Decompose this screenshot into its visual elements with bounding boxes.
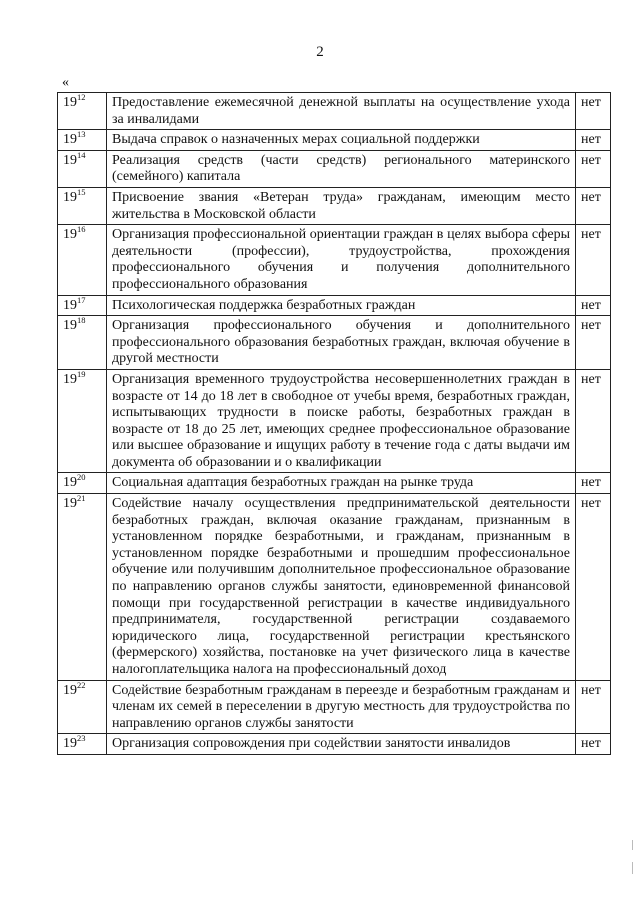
row-number-base: 19 [63, 475, 77, 491]
table-row [58, 680, 611, 734]
table-row [58, 369, 611, 473]
row-number [58, 734, 107, 755]
service-status: нет [576, 680, 611, 734]
service-description: Организация сопровождения при содействии занятости инвалидов [107, 734, 576, 755]
row-number [58, 473, 107, 494]
row-number-base: 19 [63, 682, 77, 698]
row-number [58, 187, 107, 224]
row-number [58, 130, 107, 151]
service-description: Присвоение звания «Ветеран труда» гражданам, имеющим место жительства в Московской области [107, 187, 576, 224]
row-number-superscript: 18 [77, 315, 86, 326]
table-row [58, 734, 611, 755]
service-status: нет [576, 93, 611, 130]
service-description: Организация профессионального обучения и дополнительного профессионального образования безработных граждан, включая обучение в другой местности [107, 316, 576, 370]
row-number-superscript: 13 [77, 129, 86, 140]
row-number-base: 19 [63, 318, 77, 334]
row-number-superscript: 12 [77, 92, 86, 102]
table-row [58, 187, 611, 224]
row-number-base: 19 [63, 496, 77, 512]
service-status: нет [576, 734, 611, 755]
row-number-superscript: 15 [77, 186, 86, 197]
services-table-body [58, 93, 611, 755]
row-number-superscript: 17 [77, 294, 86, 305]
row-number-base: 19 [63, 132, 77, 148]
row-number [58, 295, 107, 316]
row-number [58, 225, 107, 295]
row-number-base: 19 [63, 152, 77, 168]
opening-quote: « [62, 75, 69, 90]
service-status: нет [576, 473, 611, 494]
table-row [58, 150, 611, 187]
table-row [58, 494, 611, 681]
service-description: Социальная адаптация безработных граждан на рынке труда [107, 473, 576, 494]
table-row [58, 225, 611, 295]
row-number-superscript: 16 [77, 224, 86, 235]
row-number-superscript: 23 [77, 733, 86, 744]
row-number-base: 19 [63, 189, 77, 205]
service-status: нет [576, 494, 611, 681]
row-number [58, 369, 107, 473]
scan-edge-mark [632, 840, 633, 850]
row-number [58, 150, 107, 187]
service-status: нет [576, 225, 611, 295]
service-description: Организация профессиональной ориентации граждан в целях выбора сферы деятельности (профессии), трудоустройства, прохождения профессионального обучения и получения дополнительного профессионального образования [107, 225, 576, 295]
table-row [58, 316, 611, 370]
row-number-base: 19 [63, 227, 77, 243]
service-description: Организация временного трудоустройства несовершеннолетних граждан в возрасте от 14 до 18 лет в свободное от учебы время, безработных граждан, испытывающих трудности в поиске работы, безработных граждан в возрасте от 18 до 25 лет, имеющих среднее профессиональное образование или высшее образование и ищущих работу в течение года с даты выдачи им документа об образовании и о квалификации [107, 369, 576, 473]
services-table [57, 92, 611, 755]
row-number-superscript: 20 [77, 472, 86, 483]
table-row [58, 130, 611, 151]
service-description: Содействие безработным гражданам в переезде и безработным гражданам и членам их семей в переселении в другую местность для трудоустройства по направлению органов службы занятости [107, 680, 576, 734]
row-number [58, 93, 107, 130]
service-description: Предоставление ежемесячной денежной выплаты на осуществление ухода за инвалидами [107, 93, 576, 130]
service-description: Содействие началу осуществления предпринимательской деятельности безработных граждан, включая оказание гражданам, признанным в установленном порядке безработными, и гражданам, признанным в установленном порядке безработными и прошедшим профессиональное обучение или получившим дополнительное профессиональное образование по направлению органов службы занятости, единовременной финансовой помощи при государственной регистрации в качестве индивидуального предпринимателя, государственной регистрации создаваемого юридического лица, государственной регистрации крестьянского (фермерского) хозяйства, постановке на учет физического лица в качестве налогоплательщика налога на профессиональный доход [107, 494, 576, 681]
service-status: нет [576, 187, 611, 224]
table-row [58, 295, 611, 316]
service-status: нет [576, 369, 611, 473]
table-row [58, 473, 611, 494]
row-number [58, 494, 107, 681]
service-status: нет [576, 316, 611, 370]
row-number-superscript: 19 [77, 368, 86, 379]
service-description: Психологическая поддержка безработных граждан [107, 295, 576, 316]
table-row [58, 93, 611, 130]
row-number-base: 19 [63, 371, 77, 387]
service-status: нет [576, 150, 611, 187]
scan-edge-mark [632, 862, 633, 874]
row-number-base: 19 [63, 95, 77, 110]
page-number: 2 [316, 44, 324, 60]
row-number-superscript: 14 [77, 149, 86, 160]
service-status: нет [576, 295, 611, 316]
row-number-base: 19 [63, 297, 77, 313]
row-number-superscript: 21 [77, 493, 86, 504]
row-number [58, 680, 107, 734]
service-description: Реализация средств (части средств) регионального материнского (семейного) капитала [107, 150, 576, 187]
service-description: Выдача справок о назначенных мерах социальной поддержки [107, 130, 576, 151]
row-number-superscript: 22 [77, 679, 86, 690]
row-number [58, 316, 107, 370]
row-number-base: 19 [63, 736, 77, 752]
service-status: нет [576, 130, 611, 151]
